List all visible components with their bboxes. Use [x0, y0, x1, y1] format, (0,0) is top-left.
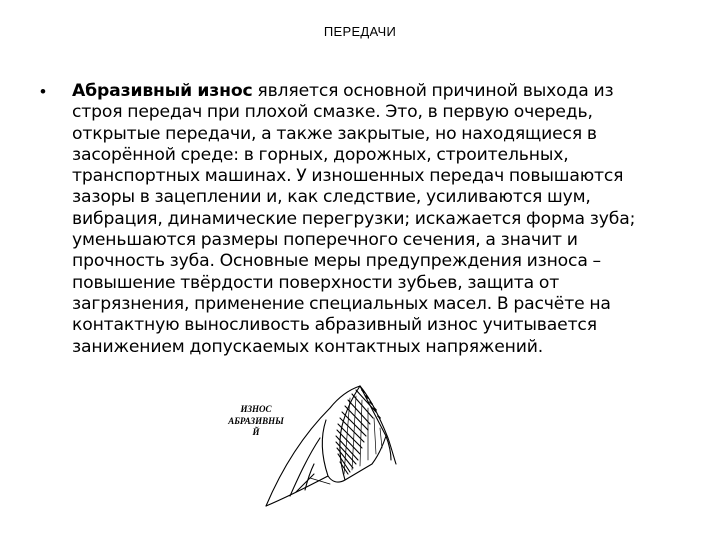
paragraph-line-3: открытые передачи, а также закрытые, но находящиеся в — [72, 123, 597, 144]
paragraph-line-1 — [72, 81, 684, 102]
paragraph-line-6: зазоры в зацеплении и, как следствие, усиливаются шум, — [72, 187, 591, 208]
gear-wear-figure — [210, 378, 420, 518]
bullet-marker: • — [40, 82, 46, 101]
body-paragraph — [72, 81, 684, 358]
paragraph-line-12: контактную выносливость абразивный износ учитывается — [72, 315, 597, 336]
slide-title: ПЕРЕДАЧИ — [323, 24, 397, 39]
paragraph-line-1-text: является основной причиной выхода из — [252, 81, 614, 101]
paragraph-line-8: уменьшаются размеры поперечного сечения, а значит и — [72, 230, 578, 251]
paragraph-line-11: загрязнения, применение специальных масел. В расчёте на — [72, 293, 611, 314]
figure-label-line-3: Й — [252, 427, 260, 437]
paragraph-line-9: прочность зуба. Основные меры предупреждения износа – — [72, 251, 601, 272]
paragraph-line-5: транспортных машинах. У изношенных передач повышаются — [72, 166, 624, 187]
bold-term: Абразивный износ — [72, 81, 253, 101]
figure-label-line-1: ИЗНОС — [240, 404, 272, 414]
paragraph-line-2: строя передач при плохой смазке. Это, в первую очередь, — [72, 102, 593, 123]
paragraph-line-7: вибрация, динамические перегрузки; искажается форма зуба; — [72, 208, 636, 229]
figure-label-line-2: АБРАЗИВНЫ — [228, 415, 284, 426]
paragraph-line-4: засорённой среде: в горных, дорожных, строительных, — [72, 144, 569, 165]
paragraph-line-13: занижением допускаемых контактных напряжений. — [72, 336, 544, 357]
worn-gear-tooth-icon — [210, 378, 420, 518]
paragraph-line-10: повышение твёрдости поверхности зубьев, защита от — [72, 272, 560, 293]
